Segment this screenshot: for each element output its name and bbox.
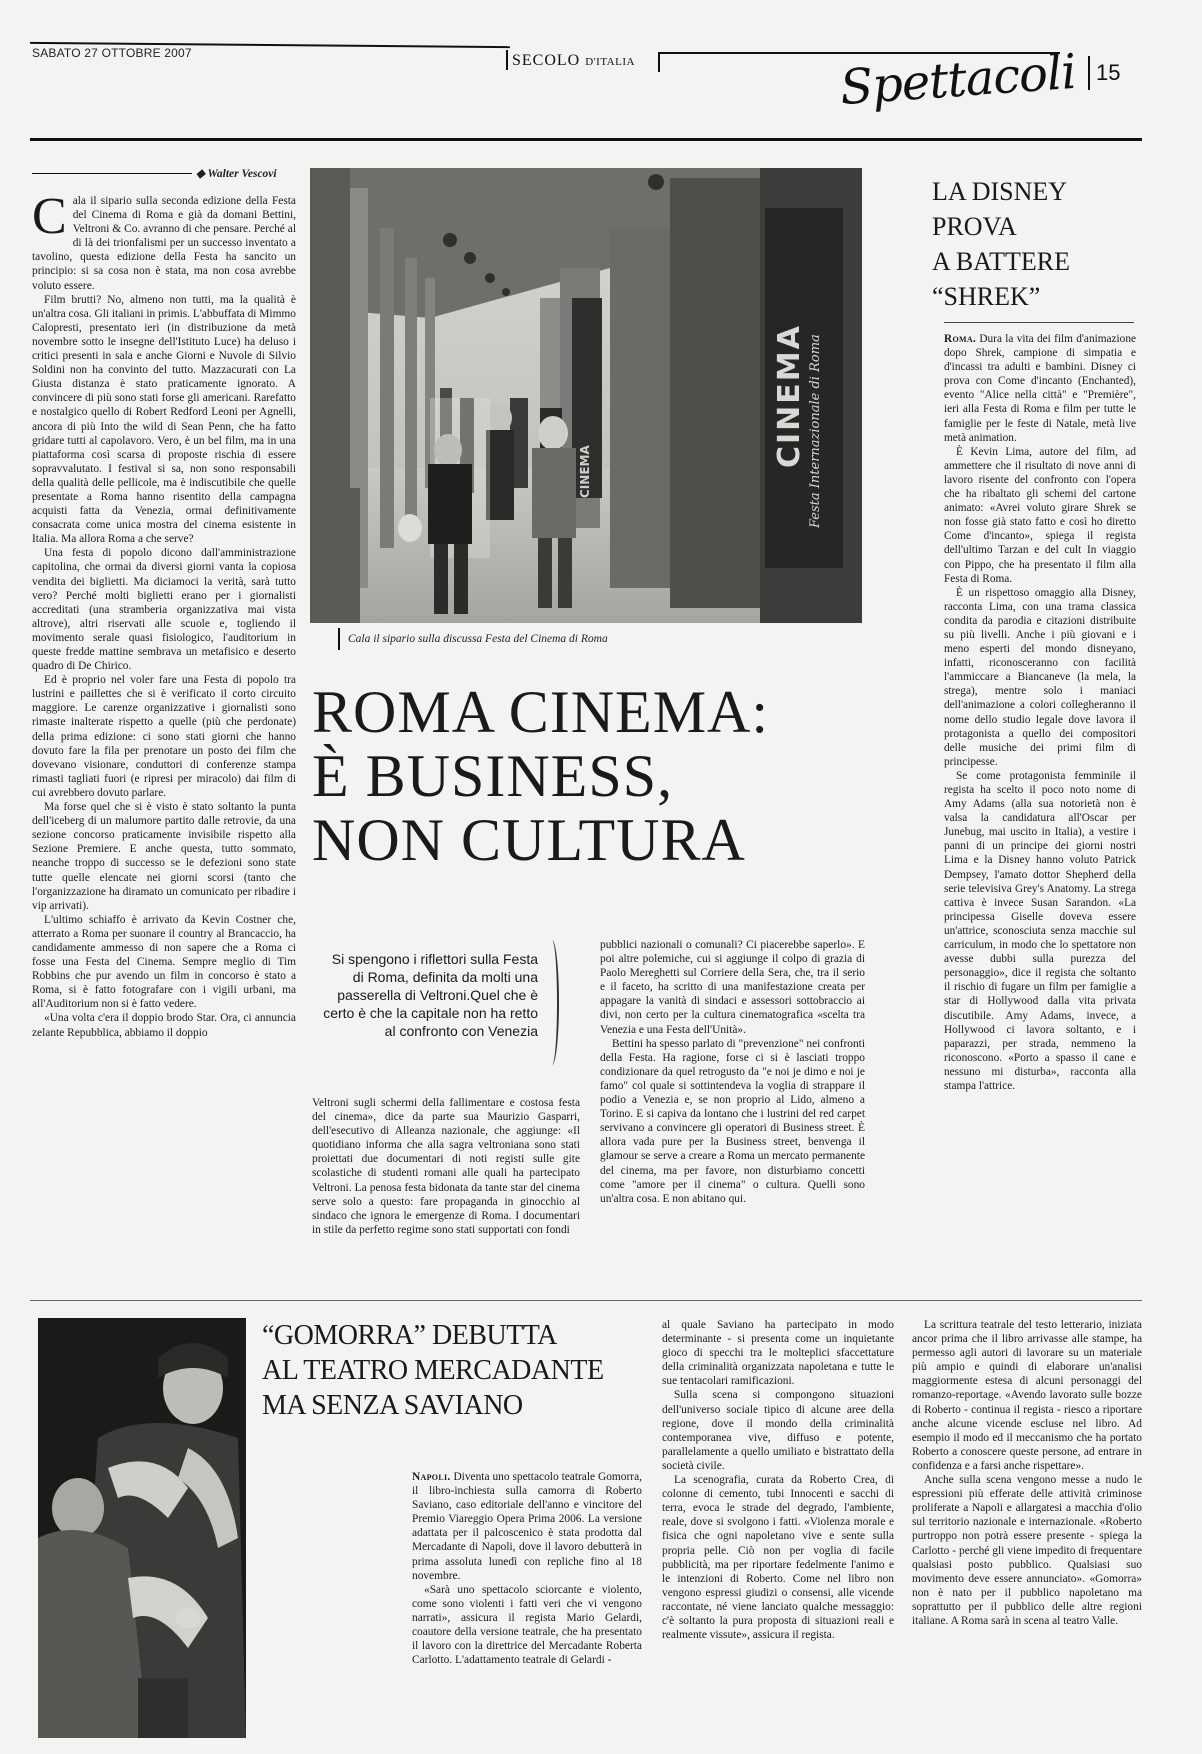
masthead-paper-name <box>512 52 635 70</box>
banner-cinema-word: CINEMA <box>772 324 807 468</box>
photo-caption: Cala il sipario sulla discussa Festa del Cinema di Roma <box>348 633 608 645</box>
main-headline <box>312 680 872 872</box>
masthead-separator-right <box>658 52 660 72</box>
gomorra-col1-paragraph-1 <box>412 1470 642 1583</box>
byline-diamond-icon: ◆ <box>196 168 208 180</box>
gomorra-headline-line-1: “GOMORRA” DEBUTTA <box>262 1320 557 1351</box>
disney-article-column <box>944 332 1136 1282</box>
main-paragraph-2: Film brutti? No, almeno non tutti, ma la qualità è un'altra cosa. Gli italiani in primis. L'abbuffata di Mimmo Calopresti, presentato ieri (in distribuzione da metà novembre sotto le insegne dell'Istituto Luce) ha deluso i critici presenti in sala e anche Giorni e Nuvole di Silvio Soldini non ha convinto del tutto. Mazzacurati con La Giusta distanza è stato praticamente ignorato. A convincere di più sono stati forse gli americani. Rarefatto e nostalgico quello di Robert Redford Leoni per Agnelli, ancora di più Into the wild di Sean Penn, che ha fatto gridare tutti al capolavoro. Vero, è un bel film, ma in una piattaforma così scarsa di proposte rischia di essere sopravvalutato. I festival si sa, non sono responsabili della qualità delle pellicole, ma è indiscutibile che quelle presentate a Roma hanno risentito della campagna acquisti fatta da Venezia, ormai definitivamente consacrata come unica mostra del cinema esistente in Italia. Ma allora Roma a che serve? <box>32 293 296 546</box>
dropcap-letter: C <box>32 194 67 245</box>
main-article-left-column <box>32 194 296 1284</box>
lower-section-rule <box>30 1300 1142 1301</box>
disney-dateline: Roma. <box>944 333 977 345</box>
gomorra-headline-line-3: MA SENZA SAVIANO <box>262 1390 523 1421</box>
main-article-mid-column <box>312 1096 580 1276</box>
disney-headline <box>932 174 1132 314</box>
main-headline-line-2: È BUSINESS, <box>312 743 674 809</box>
gomorra-col2-paragraph-2: Sulla scena si compongono situazioni dell'universo sociale tipico di alcune aree della regione, dove il mondo della criminalità contemporanea vive, diffuso e potente, parallelamente a quello umiliato e bistrattato della società civile. <box>662 1389 894 1472</box>
main-paragraph-6: L'ultimo schiaffo è arrivato da Kevin Costner che, atterrato a Roma per suonare il country al Brancaccio, ha candidamente ammesso di non sapere che a Roma ci fosse una Festa del Cinema. Sempre meglio di Tim Robbins che pur avendo un film in concorso è stato a Roma, si è fatto fotografare con i vigili urbani, ma all'Auditorium non si è fatto vedere. <box>32 913 296 1011</box>
masthead-date: SABATO 27 OTTOBRE 2007 <box>32 46 192 60</box>
disney-paragraph-1 <box>944 332 1136 445</box>
gomorra-col1-paragraph-2: «Sarà uno spettacolo sciorcante e violento, come sono violenti i fatti veri che vi vengono narrati», assicura il regista Mario Gelardi, coautore della versione teatrale, che ha presentato il lavoro con la direttrice del Mercadante Roberta Carlotto. L'adattamento teatrale di Gelardi - <box>412 1583 642 1667</box>
byline <box>196 166 277 180</box>
main-paragraph-5: Ma forse quel che si è visto è stato soltanto la punta dell'iceberg di un malumore partito dalle retrovie, da una sezione concorso praticamente invisibile rispetto alla Sezione Premiere. E anche questa, tutto sommato, neanche troppo di successo se le defezioni sono state tutte quelle elencate nei giorni scorsi (tanto che l'organizzazione ha diramato un comunicato per ribadire i vip arrivati). <box>32 801 296 912</box>
disney-paragraph-2: È Kevin Lima, autore del film, ad ammettere che il risultato di nove anni di lavoro risente del confronto con l'opera che ha ribaltato gli schemi del cartone animato: «Avrei voluto girare Shrek se non fosse già stato fatto e così ho diretto Come d'incanto», spiega il regista dell'ultimo Tarzan e del cult In viaggio con Pippo, che ha presentato il film alla Festa di Roma. <box>944 445 1136 585</box>
masthead-separator-left <box>506 50 508 70</box>
festival-banner-text <box>768 228 838 548</box>
gomorra-col2-paragraph-1: al quale Saviano ha partecipato in modo determinante - si presenta come un inquietante gioco di specchi tra le molteplici sfaccettature della criminalità organizzata napoletana e tutte le sue tentacolari ramificazioni. <box>662 1319 894 1388</box>
main-paragraph-1 <box>32 194 296 293</box>
disney-headline-line-4: “SHREK” <box>932 282 1041 311</box>
gomorra-col2-paragraph-3: La scenografia, curata da Roberto Crea, di colonne di cemento, tubi Innocenti e sacchi di terra, evoca le strade del degrado, l'ambiente, reale, dove si svolgono i fatti. «Violenza morale e fisica che ogni napoletano vive e sente sulla propria pelle. Ciò non per voglia di facile pubblicità, ma per riportare fedelmente l'animo e le intenzioni di Roberto. Come nel libro non vengono espressi giudizi o consensi, alle vicende raccontate, né viene lanciato qualche messaggio: c'è soltanto la pura proposta di situazioni reali e realmente vissute», assicura il regista. <box>662 1474 894 1642</box>
main-headline-line-3: NON CULTURA <box>312 807 746 873</box>
gomorra-column-2 <box>662 1318 894 1738</box>
gomorra-col3-paragraph-1: La scrittura teatrale del testo letterario, iniziata ancor prima che il libro arrivasse alle stampe, ha permesso agli autori di lavorare su un materiale più ampio e quindi di elaborare un'analisi maggiormente estesa di alcuni personaggi del romanzo-reportage. «Avendo lavorato sulle bozze di Roberto - continua il regista - riesco a riportare anche alcune vicende escluse nel libro. Ad esempio il modo ed il meccanismo che ha portato Roberto a conoscere queste persone, ad entrare in confidenza e a farsi anche rispettare». <box>912 1319 1142 1472</box>
main-subhead: Si spengono i riflettori sulla Festa di Roma, definita da molti una passerella di Veltroni.Quel che è certo è che la capitale non ha retto al confronto con Venezia <box>323 951 538 1039</box>
disney-paragraph-3: È un rispettoso omaggio alla Disney, racconta Lima, con una trama classica condita da parodia e citazioni distribuite su più livelli. Anche i più giovani e i meno esperti del mondo disneyano, infatti, riconosceranno con facilità l'ammiccare a Biancaneve (la mela, la strega), mentre solo i maniaci dell'animazione a colori collegheranno il nome dello studio legale dove lavora il protagonista a quello dei compositori delle musiche dei primi film di principesse. <box>944 586 1136 768</box>
right-column-paragraph-2: Bettini ha spesso parlato di "prevenzione" nei confronti della Festa. Ha ragione, forse ci si è lasciati troppo condizionare da quel retrogusto da "e noi je dimo e noi je famo" col quale si sottintendeva la voglia di strappare il podio a Venezia e, se non proprio al Lido, almeno a Torino. E si capiva da lontano che i lustrini del red carpet servivano a convincere gli operatori di Business street. È allora vada pure per la Business street, benvenga il glamour se serve a creare a Roma un mercato permanente del cinema, ma per favore, non disturbiamo concetti come "amore per il cinema" o cultura. Quelli sono un'altra cosa. E non abitano qui. <box>600 1037 865 1205</box>
gomorra-col1-paragraph-1-text: Diventa uno spettacolo teatrale Gomorra, il libro-inchiesta sulla camorra di Roberto Saviano, caso editoriale dell'anno e vincitore del Premio Viareggio Opera Prima 2006. La versione adattata per il palcoscenico è stata prodotta dal Mercadante di Napoli, dove il lavoro debutterà in prima assoluta lunedì con repliche fino al 18 novembre. <box>412 1471 642 1582</box>
disney-paragraph-4: Se come protagonista femminile il regista ha scelto il poco noto nome di Amy Adams (alla sua notorietà non è valsa la candidatura all'Oscar per Junebug, mai uscito in Italia), a vestire i panni di un principe dei giorni nostri Lima e la Disney hanno voluto Patrick Dempsey, l'amato dottor Shepherd della serie televisiva Grey's Anatomy. La strega cattiva è invece Susan Sarandon. «La principessa Giselle doveva essere un'attrice, sconosciuta senza macchie sul carriculum, in modo che lo spettatore non avesse dubbi sulla purezza del personaggio», dice il regista che soltanto il rischio di fugare un film per famiglie a star di Hollywood dalla vita privata discutibile. Amy Adams, invece, a Hollywood ci lavora soltanto, e i paparazzi, per strada, nemmeno la riconoscono. «Porto a spasso il cane e nessuno mi disturba», racconta alla stampa l'attrice. <box>944 769 1136 1092</box>
disney-paragraph-1-text: Dura la vita dei film d'animazione dopo Shrek, campione di simpatia e d'incassi tra adulti e bambini. Disney ci prova con Come d'incanto (Enchanted), evento "Alice nella città" e "Première", ieri alla Festa di Roma e film per tutte le famiglie per le feste di Natale, metà live metà animation. <box>944 333 1136 444</box>
byline-rule <box>32 173 192 174</box>
gomorra-column-1 <box>412 1470 642 1740</box>
masthead-bottom-rule <box>30 138 1142 141</box>
gomorra-col3-paragraph-2: Anche sulla scena vengono messe a nudo le espressioni più efferate delle attività criminose proliferate a Napoli e allargatesi a macchia d'olio sul territorio nazionale e internazionale. «Roberto purtroppo non potrà essere presente - spiega la Carlotto - perché gli viene impedito di frequentare qualsiasi posto pubblico. Qualsiasi suo movimento deve essere annunciato». «Gomorra» non è nato per il pubblico napoletano ma soprattutto per il pubblico delle altre regioni italiane. A Roma sarà in scena al teatro Valle. <box>912 1474 1142 1627</box>
page-number: 15 <box>1096 60 1121 85</box>
photo-caption-bar <box>338 628 340 650</box>
gomorra-dateline: Napoli. <box>412 1471 451 1483</box>
gomorra-actors-illustration <box>38 1318 246 1738</box>
disney-headline-line-1: LA DISNEY <box>932 177 1068 206</box>
disney-headline-rule <box>944 322 1134 323</box>
festival-corridor-photo <box>310 168 862 623</box>
festival-banner-text-small: CINEMA <box>578 445 592 498</box>
mid-column-paragraph: Veltroni sugli schermi della fallimentare e costosa festa del cinema», dice da parte sua Maurizio Gasparri, dell'esecutivo di Alleanza nazionale, che aggiunge: «Il quotidiano informa che alla sagra veltroniana sono stati proiettati due documentari di noti registi sulle gite scolastiche di studenti romani alle quali ha partecipato Veltroni. La penosa festa bidonata da tante star del cinema serve solo a questo: fare propaganda in ginocchio al sindaco che ignora le emergenze di Roma. I documentari in stile da perfetto regime sono stati supportati con fondi <box>312 1097 580 1236</box>
disney-headline-line-2: PROVA <box>932 212 1017 241</box>
banner-festa-words: Festa Internazionale di Roma <box>808 334 823 528</box>
main-article-right-column <box>600 938 865 1278</box>
subhead-bracket <box>545 940 559 1065</box>
main-headline-line-1: ROMA CINEMA: <box>312 679 770 745</box>
page-number-separator <box>1088 56 1090 90</box>
gomorra-headline-line-2: AL TEATRO MERCADANTE <box>262 1355 604 1386</box>
main-paragraph-1-text: ala il sipario sulla seconda edizione della Festa del Cinema di Roma e già da domani Bettini, Veltroni & Co. avranno di che pensare. Perché al di là dei trionfalismi per un successo inventato a tavolino, questa edizione della Festa ha sancito un principio: si sa cosa non è stata, ma non cosa avrebbe voluto essere. <box>32 195 296 292</box>
right-column-paragraph-1: pubblici nazionali o comunali? Ci piacerebbe saperlo». E poi altre polemiche, cui si aggiunge il colpo di grazia di Paolo Mereghetti sul Corriere della Sera, che, tra il serio e il faceto, ha scritto di una manifestazione creata per appagare la vanità di sindaci e assessori sottobraccio ai divi, non certo per la cultura cinematografica «scelta tra Venezia e una Festa dell'Unità». <box>600 939 865 1036</box>
section-title: Spettacoli <box>838 43 1078 117</box>
main-paragraph-4: Ed è proprio nel voler fare una Festa di popolo tra lustrini e paillettes che si è verificato il corto circuito maggiore. Le carenze organizzative i giornalisti sono rimaste inalterate rispetto a quelle (più che perdonate) della prima edizione: ci sono stati giorni che hanno dovuto fare la fila per prenotare un posto dei film che dovevano visionare, conduttori di conferenze stampa rimasti tagliati fuori (e ripresi per miracolo) dai film di cui avrebbero dovuto parlare. <box>32 674 296 799</box>
main-paragraph-3: Una festa di popolo dicono dall'amministrazione capitolina, che ormai da diversi giorni vanta la copiosa vendita dei biglietti. Ma diciamoci la verità, sarà tutto vero? Perché molti biglietti erano per i giornalisti accreditati (una stramberia organizzativa mai vista altrove), altri riservati alle scuole e, togliendo il movimento serale quasi fisiologico, l'auditorium in queste fredde mattine sembrava un metafisico e deserto quadro di De Chirico. <box>32 547 296 673</box>
gomorra-stage-photo <box>38 1318 246 1738</box>
paper-name-main: SECOLO <box>512 52 581 69</box>
main-paragraph-7: «Una volta c'era il doppio brodo Star. Ora, ci annuncia zelante Repubblica, abbiamo il doppio <box>32 1012 296 1039</box>
byline-author: Walter Vescovi <box>207 168 277 180</box>
gomorra-column-3 <box>912 1318 1142 1738</box>
disney-headline-line-3: A BATTERE <box>932 247 1070 276</box>
paper-name-small: D'ITALIA <box>585 56 635 68</box>
gomorra-headline <box>262 1318 662 1423</box>
